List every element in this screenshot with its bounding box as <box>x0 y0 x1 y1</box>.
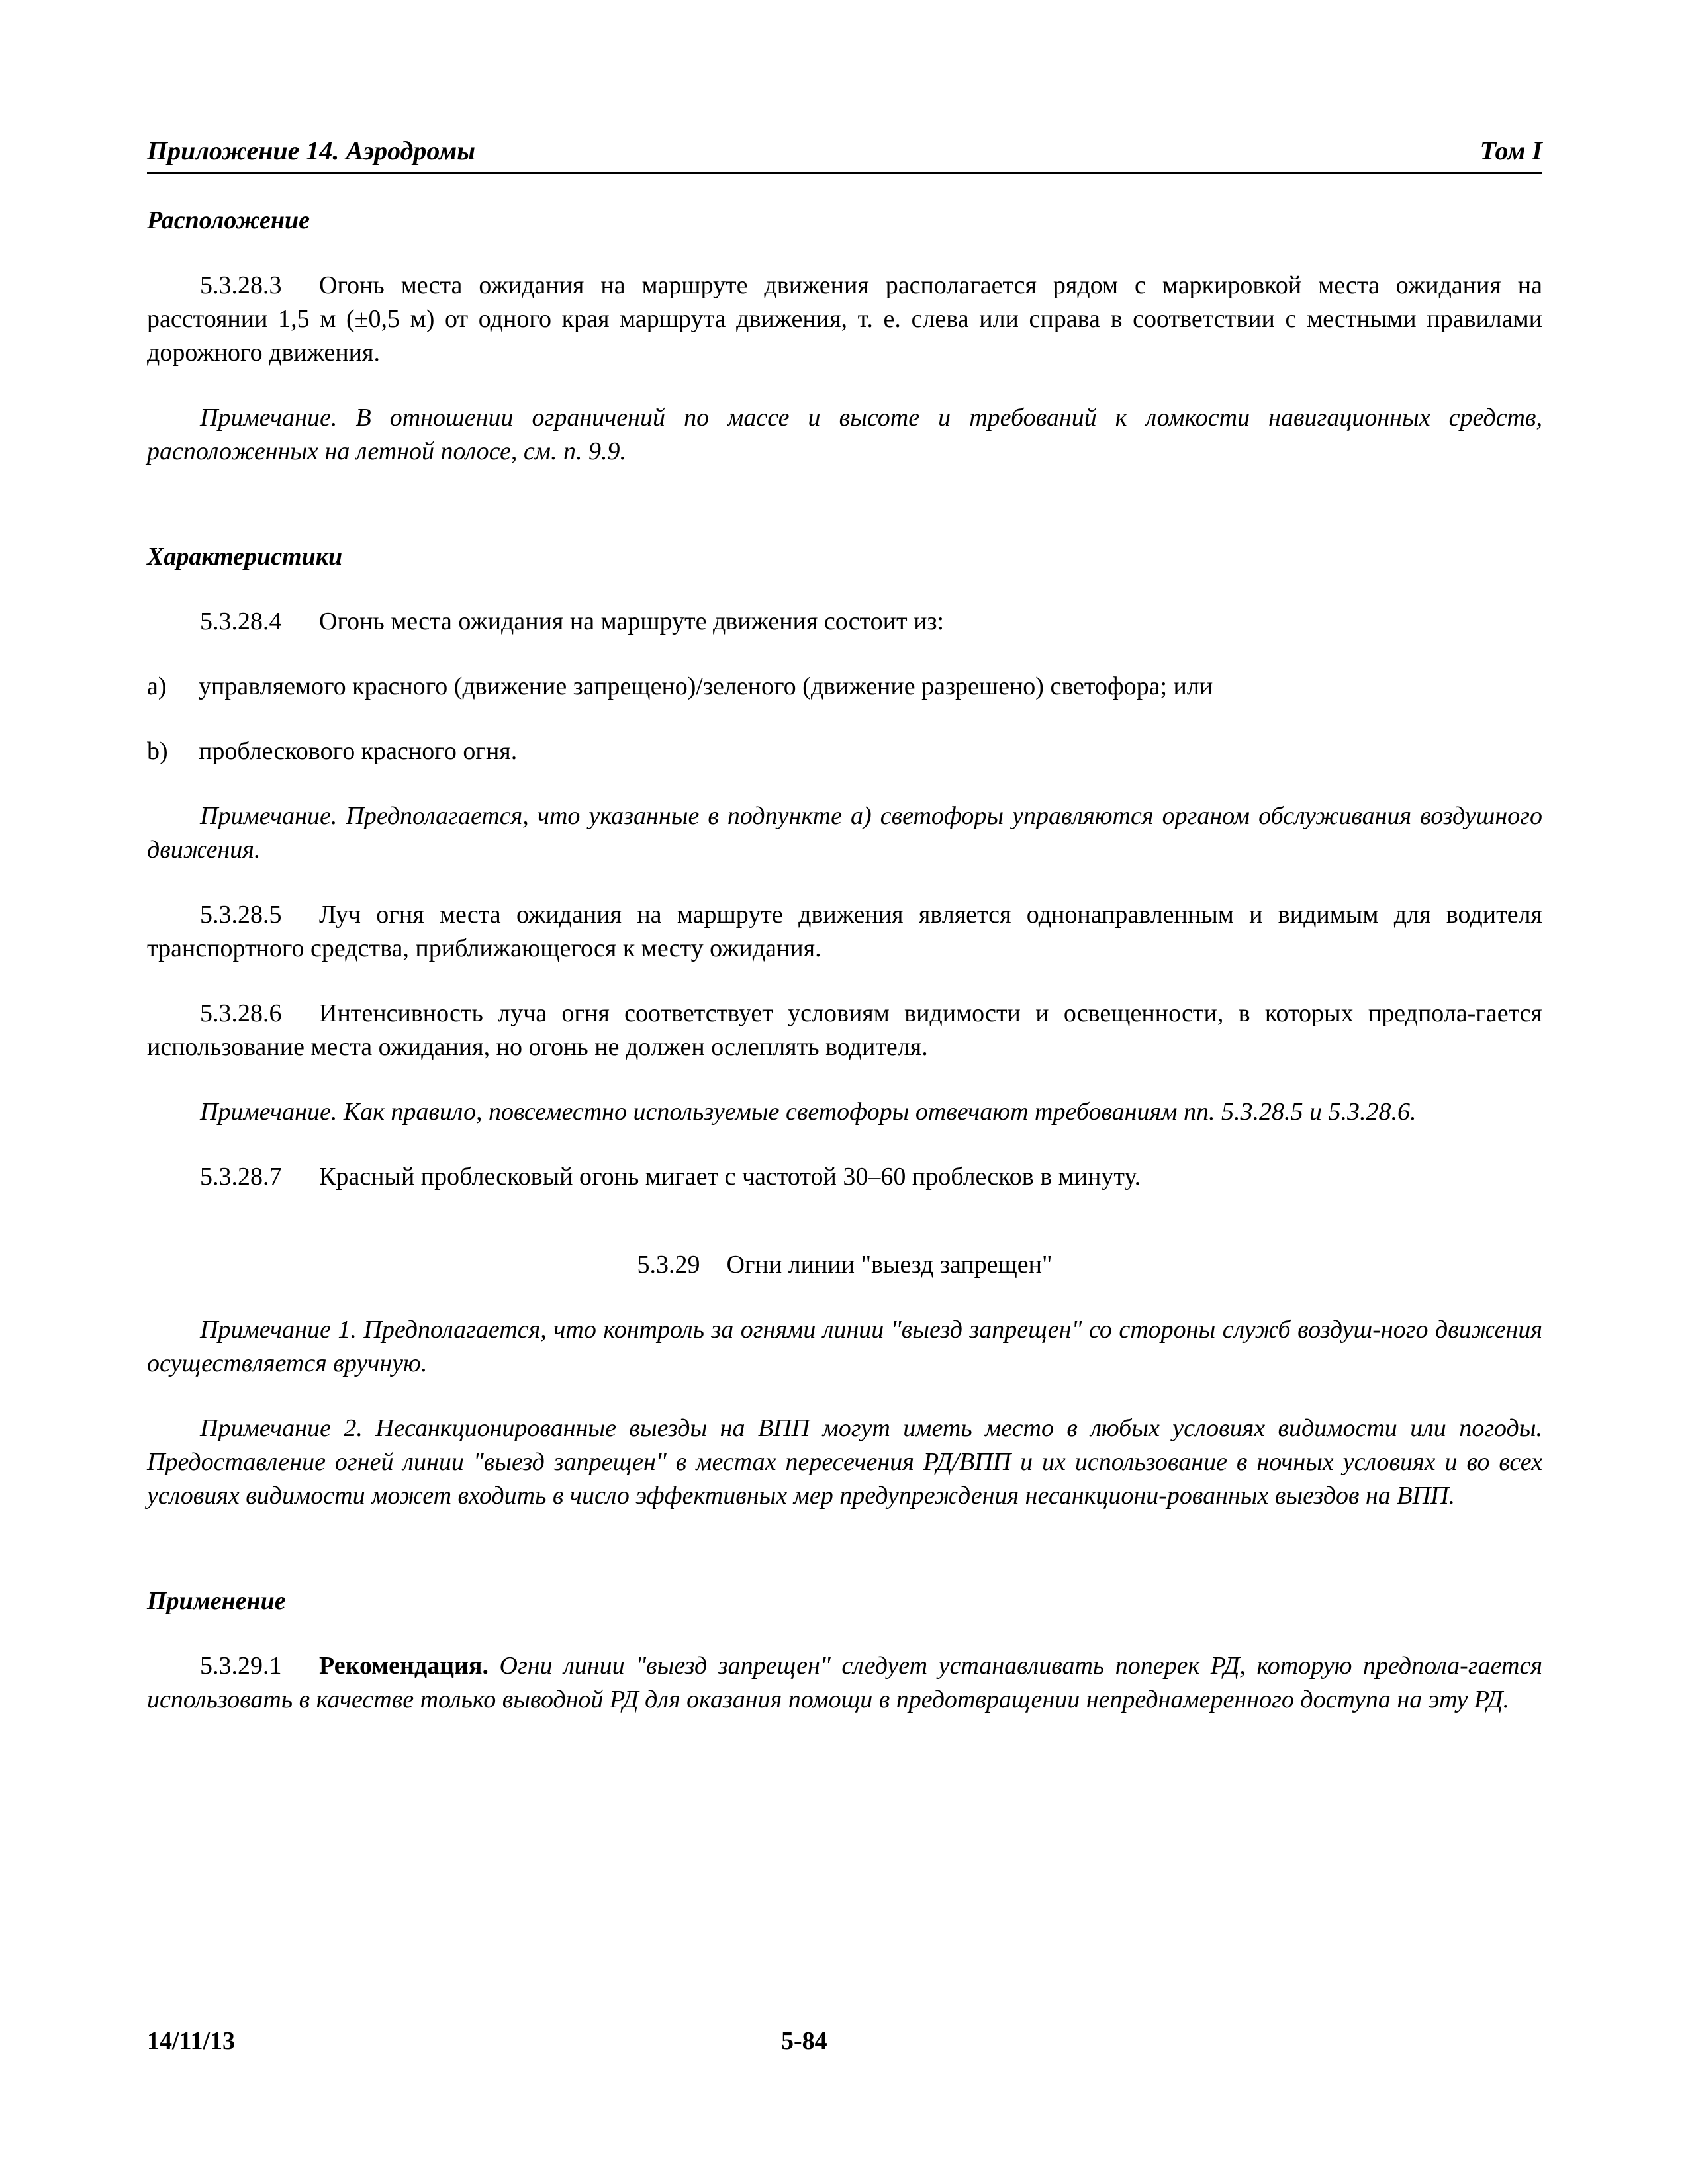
paragraph-5-3-28-6 <box>147 997 1542 1064</box>
paragraph-5-3-29-1 <box>147 1649 1542 1717</box>
paragraph-number: 5.3.28.6 <box>200 999 282 1027</box>
note-unauthorized-exits: Примечание 2. Несанкционированные выезды на ВПП могут иметь место в любых условиях видимости или погоды. Предоставление огней линии "выезд запрещен" в местах пересечения РД/ВПП и их использование в ночных условиях и во всех условиях видимости может входить в число эффективных мер предупреждения несанкциони-рованных выездов на ВПП. <box>147 1414 1542 1510</box>
paragraph-number: 5.3.28.4 <box>200 608 282 635</box>
paragraph-text: Огонь места ожидания на маршруте движения состоит из: <box>319 608 945 635</box>
heading-location: Расположение <box>147 206 310 234</box>
list-item <box>147 670 1542 704</box>
paragraph-5-3-28-4 <box>147 605 1542 639</box>
paragraph-5-3-28-7 <box>147 1160 1542 1194</box>
note-mass-height: Примечание. В отношении ограничений по массе и высоте и требований к ломкости навигационных средств, расположенных на летной полосе, см. п. 9.9. <box>147 404 1542 465</box>
paragraph-text: Луч огня места ожидания на маршруте движения является однонаправленным и видимым для водителя транспортного средства, приближающегося к месту ожидания. <box>147 901 1542 962</box>
subsection-number: 5.3.29 <box>637 1251 700 1279</box>
footer-page-number: 5-84 <box>781 2027 827 2055</box>
paragraph-text: Интенсивность луча огня соответствует условиям видимости и освещенности, в которых предпола-гается использование места ожидания, но огонь не должен ослеплять водителя. <box>147 999 1542 1061</box>
paragraph-text: Красный проблесковый огонь мигает с частотой 30–60 проблесков в минуту. <box>319 1163 1141 1191</box>
list-item <box>147 735 1542 768</box>
paragraph-number: 5.3.28.3 <box>200 271 282 299</box>
header-volume: Том I <box>1479 136 1542 165</box>
document-body <box>147 204 1542 1717</box>
paragraph-number: 5.3.28.7 <box>200 1163 282 1191</box>
note-common-lights: Примечание. Как правило, повсеместно используемые светофоры отвечают требованиям пп. 5.3.28.5 и 5.3.28.6. <box>200 1098 1417 1126</box>
heading-characteristics: Характеристики <box>147 543 343 570</box>
list-text: управляемого красного (движение запрещено)/зеленого (движение разрешено) светофора; или <box>199 672 1213 700</box>
list-text: проблескового красного огня. <box>199 737 518 765</box>
paragraph-text: Огни линии "выезд запрещен" следует устанавливать поперек РД, которую предпола-гается использовать в качестве только выводной РД для оказания помощи в предотвращении непреднамеренного доступа на эту РД. <box>147 1652 1543 1713</box>
running-header <box>147 132 1542 174</box>
paragraph-5-3-28-5 <box>147 898 1542 966</box>
paragraph-number: 5.3.28.5 <box>200 901 282 929</box>
heading-application: Применение <box>147 1587 286 1615</box>
paragraph-5-3-28-3 <box>147 269 1542 370</box>
recommendation-label: Рекомендация. <box>319 1652 489 1680</box>
subsection-title: Огни линии "выезд запрещен" <box>726 1251 1053 1279</box>
paragraph-text: Огонь места ожидания на маршруте движения располагается рядом с маркировкой места ожидания на расстоянии 1,5 м (±0,5 м) от одного края маршрута движения, т. е. слева или справа в соответствии с местными правилами дорожного движения. <box>147 271 1542 367</box>
note-traffic-lights: Примечание. Предполагается, что указанные в подпункте а) светофоры управляются органом обслуживания воздушного движения. <box>147 802 1542 864</box>
paragraph-number: 5.3.29.1 <box>200 1652 282 1680</box>
subsection-title-5-3-29 <box>147 1248 1542 1282</box>
header-title: Приложение 14. Аэродромы <box>147 136 476 165</box>
list-marker: b) <box>147 737 168 765</box>
footer-date: 14/11/13 <box>147 2027 236 2055</box>
note-manual-control: Примечание 1. Предполагается, что контроль за огнями линии "выезд запрещен" со стороны служб воздуш-ного движения осуществляется вручную. <box>147 1316 1542 1377</box>
list-marker: a) <box>147 672 167 700</box>
